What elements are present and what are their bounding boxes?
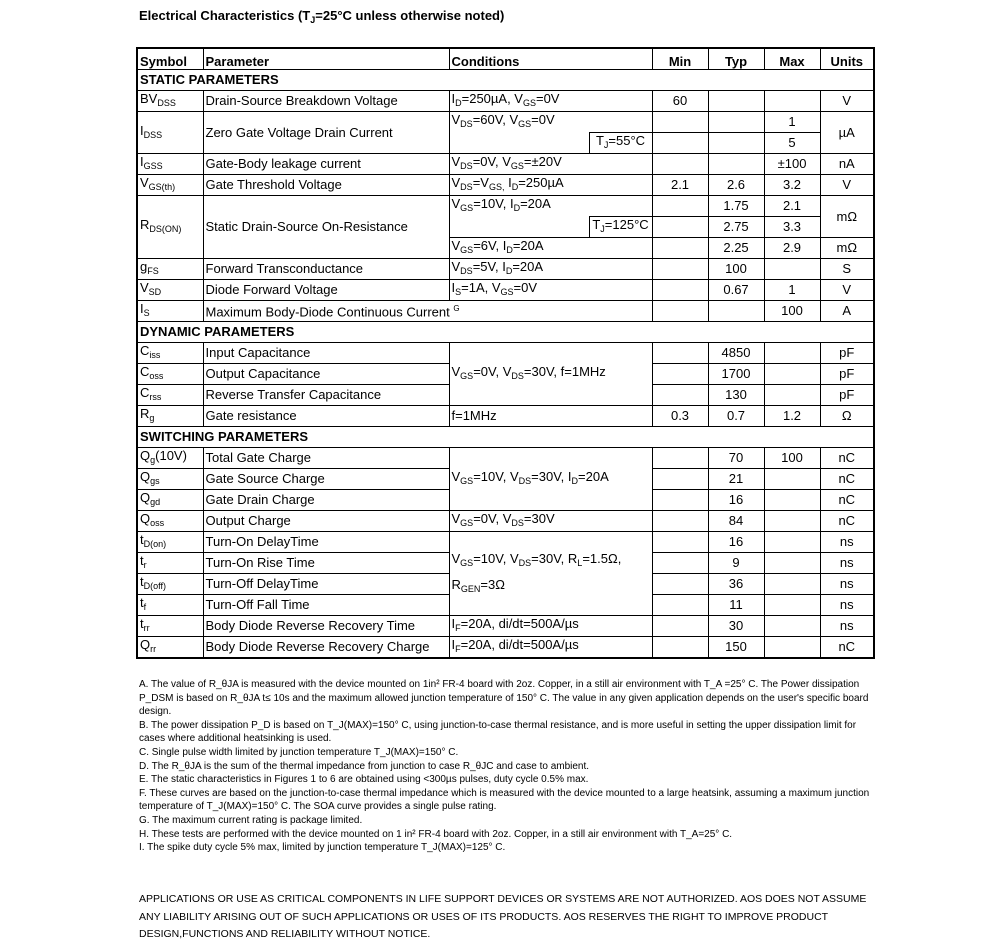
header-conditions: Conditions: [449, 48, 652, 70]
table-row: [137, 637, 874, 659]
unit-tdoff: ns: [820, 574, 874, 595]
unit-qrr: nC: [820, 637, 874, 659]
symbol-qrr: $Q_{rr}$: [137, 637, 203, 659]
unit-tf: ns: [820, 595, 874, 616]
table-row: [137, 301, 874, 322]
unit-rdson-1: mΩ: [820, 196, 874, 238]
table-row: [137, 196, 874, 217]
symbol-tf: $t_f$: [137, 595, 203, 616]
param-gfs: Forward Transconductance: [203, 259, 449, 280]
symbol-qoss: $Q_{oss}$: [137, 511, 203, 532]
cond-rg: f=1MHz: [449, 406, 652, 427]
symbol-igss: $I_{GSS}$: [137, 154, 203, 175]
max-igss: ±100: [764, 154, 820, 175]
param-qrr: Body Diode Reverse Recovery Charge: [203, 637, 449, 659]
unit-ciss: pF: [820, 343, 874, 364]
table-row: [137, 343, 874, 364]
cond-idss-tj: $T_J=55^\circ C$: [589, 133, 652, 154]
table-row: [137, 259, 874, 280]
unit-idss: µA: [820, 112, 874, 154]
max-idss-2: 5: [764, 133, 820, 154]
unit-is: A: [820, 301, 874, 322]
typ-qgd: 16: [708, 490, 764, 511]
unit-rdson-3: mΩ: [820, 238, 874, 259]
header-units: Units: [820, 48, 874, 70]
typ-coss: 1700: [708, 364, 764, 385]
typ-vsd: 0.67: [708, 280, 764, 301]
symbol-trr: $t_{rr}$: [137, 616, 203, 637]
unit-bvdss: V: [820, 91, 874, 112]
symbol-qg: $Q_g(10V)$: [137, 448, 203, 469]
table-row: [137, 448, 874, 469]
unit-qgs: nC: [820, 469, 874, 490]
unit-tdon: ns: [820, 532, 874, 553]
note-c: C. Single pulse width limited by junction temperature T_J(MAX)=150° C.: [139, 746, 459, 758]
table-row: [137, 91, 874, 112]
unit-crss: pF: [820, 385, 874, 406]
typ-qrr: 150: [708, 637, 764, 659]
symbol-tdon: $t_{D(on)}$: [137, 532, 203, 553]
cond-trr: $I_F=20A$, di/dt=500A/µs: [449, 616, 652, 637]
cond-vsd: $I_S=1A$, $V_{GS}=0V$: [449, 280, 652, 301]
symbol-idss: $I_{DSS}$: [137, 112, 203, 154]
param-coss: Output Capacitance: [203, 364, 449, 385]
typ-bvdss: [708, 91, 764, 112]
param-ciss: Input Capacitance: [203, 343, 449, 364]
param-idss: Zero Gate Voltage Drain Current: [203, 112, 449, 154]
unit-qg: nC: [820, 448, 874, 469]
cond-switching: $V_{GS}=10V$, $V_{DS}=30V$, $R_L=1.5\Omega$, $R_{GEN}=3\Omega$: [449, 532, 652, 616]
unit-tr: ns: [820, 553, 874, 574]
header-max: Max: [764, 48, 820, 70]
section-dynamic: DYNAMIC PARAMETERS: [137, 322, 874, 343]
param-tr: Turn-On Rise Time: [203, 553, 449, 574]
cond-vgsth: $V_{DS}=V_{GS,}$ $I_D=250\mu A$: [449, 175, 652, 196]
unit-coss: pF: [820, 364, 874, 385]
symbol-is: $I_S$: [137, 301, 203, 322]
cond-gfs: $V_{DS}=5V$, $I_D=20A$: [449, 259, 652, 280]
typ-tr: 9: [708, 553, 764, 574]
symbol-coss: $C_{oss}$: [137, 364, 203, 385]
table-row: [137, 616, 874, 637]
max-idss-1: 1: [764, 112, 820, 133]
table-row: [137, 511, 874, 532]
note-h: H. These tests are performed with the device mounted on 1 in² FR-4 board with 2oz. Copper, in a still air environment with T_A=25° C.: [139, 828, 733, 840]
symbol-tdoff: $t_{D(off)}$: [137, 574, 203, 595]
typ-rdson-1: 1.75: [708, 196, 764, 217]
param-rdson: Static Drain-Source On-Resistance: [203, 196, 449, 259]
typ-tdon: 16: [708, 532, 764, 553]
max-rg: 1.2: [764, 406, 820, 427]
max-bvdss: [764, 91, 820, 112]
typ-crss: 130: [708, 385, 764, 406]
cond-capacitance: $V_{GS}=0V$, $V_{DS}=30V$, f=1MHz: [449, 343, 652, 406]
param-qoss: Output Charge: [203, 511, 449, 532]
max-rdson-1: 2.1: [764, 196, 820, 217]
unit-vgsth: V: [820, 175, 874, 196]
typ-qgs: 21: [708, 469, 764, 490]
note-e: E. The static characteristics in Figures 1 to 6 are obtained using <300µs pulses, duty cycle 0.5% max.: [139, 774, 589, 786]
unit-qoss: nC: [820, 511, 874, 532]
header-parameter: Parameter: [203, 48, 449, 70]
table-row: [137, 154, 874, 175]
table-row: [137, 406, 874, 427]
max-rdson-3: 2.9: [764, 238, 820, 259]
cond-bvdss: $I_D=250\mu A$, $V_{GS}=0V$: [449, 91, 652, 112]
electrical-characteristics-table: [136, 47, 875, 659]
unit-trr: ns: [820, 616, 874, 637]
symbol-rg: $R_g$: [137, 406, 203, 427]
symbol-crss: $C_{rss}$: [137, 385, 203, 406]
param-tdon: Turn-On DelayTime: [203, 532, 449, 553]
max-is: 100: [764, 301, 820, 322]
unit-rg: Ω: [820, 406, 874, 427]
max-vgsth: 3.2: [764, 175, 820, 196]
symbol-rdson: $R_{DS(ON)}$: [137, 196, 203, 259]
cond-qoss: $V_{GS}=0V$, $V_{DS}=30V$: [449, 511, 652, 532]
symbol-tr: $t_r$: [137, 553, 203, 574]
unit-qgd: nC: [820, 490, 874, 511]
param-tdoff: Turn-Off DelayTime: [203, 574, 449, 595]
symbol-qgd: $Q_{gd}$: [137, 490, 203, 511]
note-a: A. The value of R_θJA is measured with the device mounted on 1in² FR-4 board with 2oz. Copper, in a still air environment with T_A =25° C. The Power dissipation P_DSM is based on R_θJA t≤ 10s and the maximum allowed junction temperature of 150° C. The value in any given application depends on the user's specific board design.: [139, 679, 869, 718]
param-is: Maximum Body-Diode Continuous Current $^G$: [203, 301, 652, 322]
cond-qrr: $I_F=20A$, di/dt=500A/µs: [449, 637, 652, 659]
typ-tf: 11: [708, 595, 764, 616]
typ-vgsth: 2.6: [708, 175, 764, 196]
typ-rdson-2: 2.75: [708, 217, 764, 238]
cond-gate-charge: $V_{GS}=10V$, $V_{DS}=30V$, $I_D=20A$: [449, 448, 652, 511]
typ-tdoff: 36: [708, 574, 764, 595]
footnotes: [139, 678, 874, 855]
min-vgsth: 2.1: [652, 175, 708, 196]
section-switching: SWITCHING PARAMETERS: [137, 427, 874, 448]
param-qgd: Gate Drain Charge: [203, 490, 449, 511]
section-static: STATIC PARAMETERS: [137, 70, 874, 91]
min-rg: 0.3: [652, 406, 708, 427]
symbol-ciss: $C_{iss}$: [137, 343, 203, 364]
typ-gfs: 100: [708, 259, 764, 280]
header-typ: Typ: [708, 48, 764, 70]
note-i: I. The spike duty cycle 5% max, limited by junction temperature T_J(MAX)=125° C.: [139, 842, 506, 854]
symbol-vgsth: $V_{GS(th)}$: [137, 175, 203, 196]
param-qgs: Gate Source Charge: [203, 469, 449, 490]
table-row: [137, 532, 874, 553]
max-qg: 100: [764, 448, 820, 469]
symbol-qgs: $Q_{gs}$: [137, 469, 203, 490]
param-igss: Gate-Body leakage current: [203, 154, 449, 175]
typ-ciss: 4850: [708, 343, 764, 364]
param-rg: Gate resistance: [203, 406, 449, 427]
max-vsd: 1: [764, 280, 820, 301]
typ-rg: 0.7: [708, 406, 764, 427]
symbol-gfs: $g_{FS}$: [137, 259, 203, 280]
liability-disclaimer: APPLICATIONS OR USE AS CRITICAL COMPONENTS IN LIFE SUPPORT DEVICES OR SYSTEMS ARE NOT AUTHORIZED. AOS DOES NOT ASSUME ANY LIABILITY ARISING OUT OF SUCH APPLICATIONS OR USES OF ITS PRODUCTS. AOS RESERVES THE RIGHT TO IMPROVE PRODUCT DESIGN,FUNCTIONS AND RELIABILITY WITHOUT NOTICE.: [139, 893, 867, 940]
table-row: [137, 175, 874, 196]
note-g: G. The maximum current rating is package limited.: [139, 814, 363, 826]
header-symbol: Symbol: [137, 48, 203, 70]
typ-rdson-3: 2.25: [708, 238, 764, 259]
cond-rdson-1: $V_{GS}=10V$, $I_D=20A$: [449, 196, 652, 217]
page-title: Electrical Characteristics ($T_J=25^\circ C$ unless otherwise noted): [139, 8, 505, 25]
param-vgsth: Gate Threshold Voltage: [203, 175, 449, 196]
max-rdson-2: 3.3: [764, 217, 820, 238]
note-b: B. The power dissipation P_D is based on T_J(MAX)=150° C, using junction-to-case thermal resistance, and is more useful in setting the upper dissipation limit for cases where additional heatsinking is used.: [139, 719, 857, 745]
typ-trr: 30: [708, 616, 764, 637]
param-bvdss: Drain-Source Breakdown Voltage: [203, 91, 449, 112]
param-trr: Body Diode Reverse Recovery Time: [203, 616, 449, 637]
param-vsd: Diode Forward Voltage: [203, 280, 449, 301]
param-crss: Reverse Transfer Capacitance: [203, 385, 449, 406]
table-row: [137, 112, 874, 133]
unit-vsd: V: [820, 280, 874, 301]
unit-gfs: S: [820, 259, 874, 280]
symbol-bvdss: $BV_{DSS}$: [137, 91, 203, 112]
header-min: Min: [652, 48, 708, 70]
min-bvdss: 60: [652, 91, 708, 112]
note-d: D. The R_θJA is the sum of the thermal impedance from junction to case R_θJC and case to ambient.: [139, 760, 590, 772]
param-tf: Turn-Off Fall Time: [203, 595, 449, 616]
table-header-row: [137, 48, 874, 70]
cond-rdson-3: $V_{GS}=6V$, $I_D=20A$: [449, 238, 652, 259]
typ-qg: 70: [708, 448, 764, 469]
note-f: F. These curves are based on the junction-to-case thermal impedance which is measured with the device mounted to a large heatsink, assuming a maximum junction temperature of T_J(MAX)=150° C. The SOA curve provides a single pulse rating.: [139, 787, 870, 813]
cond-igss: $V_{DS}=0V$, $V_{GS}=\pm 20V$: [449, 154, 652, 175]
typ-qoss: 84: [708, 511, 764, 532]
param-qg: Total Gate Charge: [203, 448, 449, 469]
cond-rdson-tj: $T_J=125^\circ C$: [589, 217, 652, 238]
table-row: [137, 280, 874, 301]
unit-igss: nA: [820, 154, 874, 175]
cond-idss: $V_{DS}=60V$, $V_{GS}=0V$: [449, 112, 652, 133]
symbol-vsd: $V_{SD}$: [137, 280, 203, 301]
